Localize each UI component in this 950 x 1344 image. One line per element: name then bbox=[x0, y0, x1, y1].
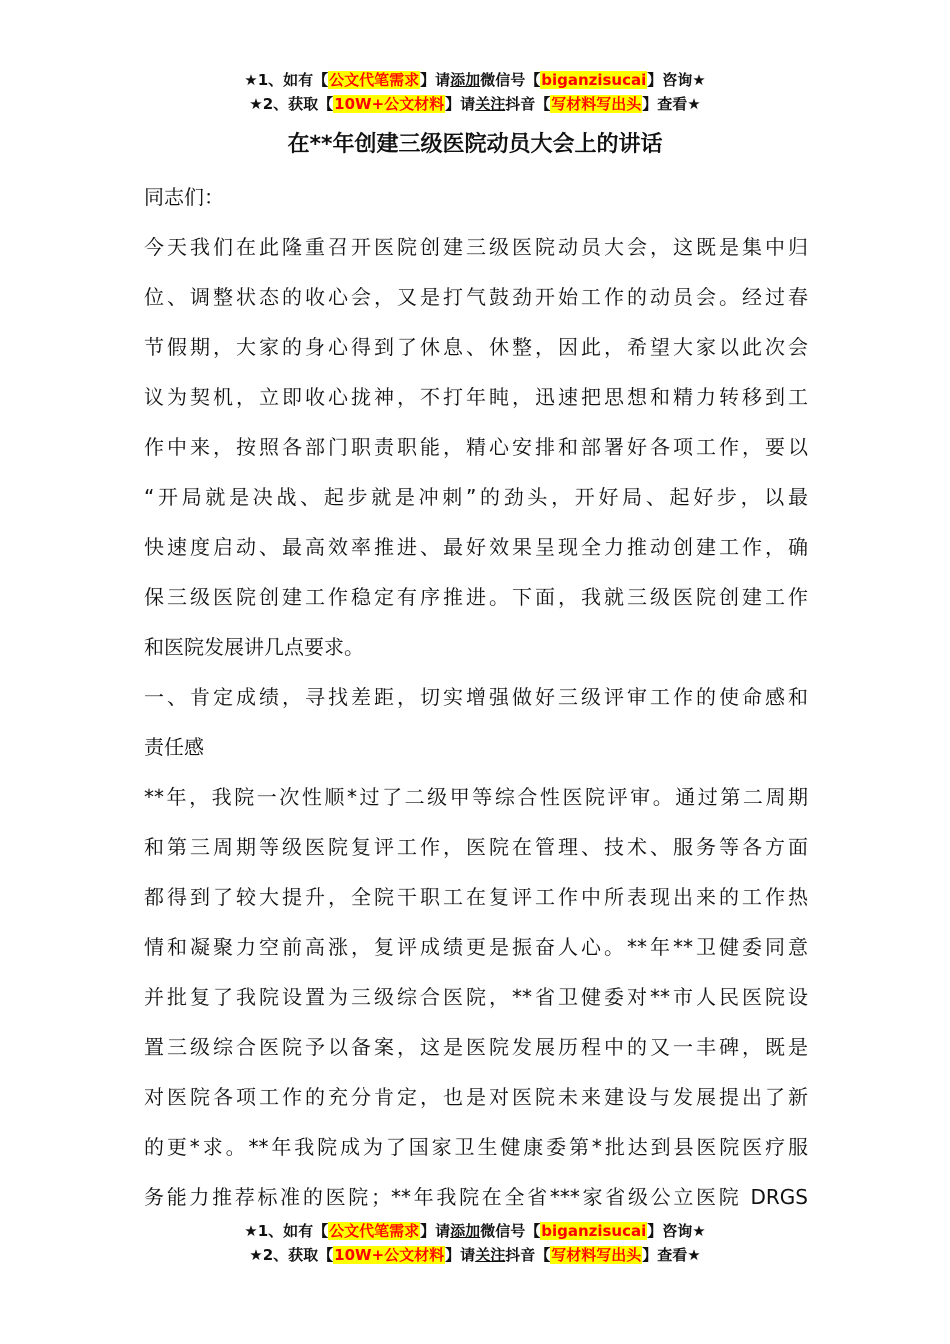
highlight-writing-service: 公文代笔需求 bbox=[329, 71, 420, 89]
star-icon: ★ bbox=[244, 1222, 258, 1240]
highlight-douyin-account: 写材料写出头 bbox=[551, 95, 642, 113]
star-icon: ★ bbox=[692, 1222, 706, 1240]
salutation: 同志们： bbox=[144, 185, 224, 209]
highlight-materials: 10W+公文材料 bbox=[334, 1246, 445, 1264]
star-icon: ★ bbox=[687, 1246, 701, 1264]
promo-line-2: ★2、获取【10W+公文材料】请关注抖音【写材料写出头】查看★ bbox=[249, 95, 701, 113]
section-heading-1: 一、肯定成绩，寻找差距，切实增强做好三级评审工作的使命感和 责任感 bbox=[144, 685, 808, 759]
promo-line-1: ★1、如有【公文代笔需求】请添加微信号【biganzisucai】咨询★ bbox=[244, 1222, 706, 1240]
star-icon: ★ bbox=[687, 95, 701, 113]
highlight-materials: 10W+公文材料 bbox=[334, 95, 445, 113]
star-icon: ★ bbox=[249, 95, 263, 113]
promo-line-1: ★1、如有【公文代笔需求】请添加微信号【biganzisucai】咨询★ bbox=[244, 71, 706, 89]
paragraph-2: **年，我院一次性顺*过了二级甲等综合性医院评审。通过第二周期 和第三周期等级医院复评工作，医院在管理、技术、服务等各方面 都得到了较大提升，全院干职工在复评工作中所表现出来的工作热 情和凝聚力空前高涨，复评成绩更是振奋人心。**年**卫健委同意 并批复了我院设置为三级综合医院，**省卫健委对**市人民医院设 置三级综合医院予以备案，这是医院发展历程中的又一丰碑，既是 对医院各项工作的充分肯定，也是对医院未来建设与发展提出了新 的更*求。**年我院成为了国家卫生健康委第*批达到县医院医疗服 务能力推荐标准的医院；**年我院在全省***家省级公立医院 DRGS bbox=[144, 785, 808, 1209]
promo-banner-bottom bbox=[0, 1219, 950, 1267]
star-icon: ★ bbox=[692, 71, 706, 89]
star-icon: ★ bbox=[244, 71, 258, 89]
highlight-douyin-account: 写材料写出头 bbox=[551, 1246, 642, 1264]
highlight-wechat-id: biganzisucai bbox=[541, 71, 647, 89]
star-icon: ★ bbox=[249, 1246, 263, 1264]
document-body bbox=[144, 172, 808, 1222]
promo-banner-top bbox=[0, 68, 950, 116]
document-title: 在**年创建三级医院动员大会上的讲话 bbox=[287, 132, 663, 157]
promo-line-2: ★2、获取【10W+公文材料】请关注抖音【写材料写出头】查看★ bbox=[249, 1246, 701, 1264]
highlight-wechat-id: biganzisucai bbox=[541, 1222, 647, 1240]
paragraph-1: 今天我们在此隆重召开医院创建三级医院动员大会，这既是集中归 位、调整状态的收心会，又是打气鼓劲开始工作的动员会。经过春 节假期，大家的身心得到了休息、休整，因此，希望大家以此次会 议为契机，立即收心拢神，不打年盹，迅速把思想和精力转移到工 作中来，按照各部门职责职能，精心安排和部署好各项工作，要以 “开局就是决战、起步就是冲刺”的劲头，开好局、起好步，以最 快速度启动、最高效率推进、最好效果呈现全力推动创建工作，确 保三级医院创建工作稳定有序推进。下面，我就三级医院创建工作 和医院发展讲几点要求。 bbox=[144, 235, 808, 659]
highlight-writing-service: 公文代笔需求 bbox=[329, 1222, 420, 1240]
